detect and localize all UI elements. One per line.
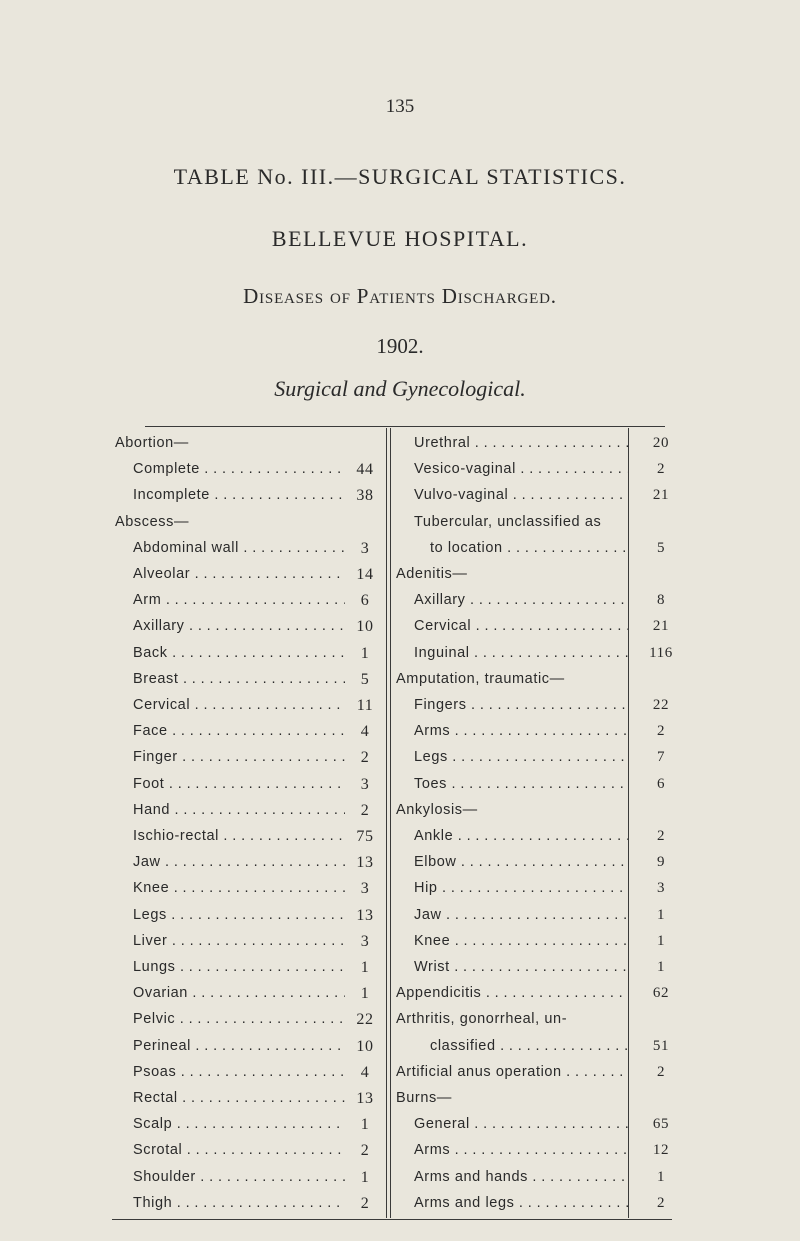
row-value: 13 [356,854,374,872]
row-label: Complete . . . [115,461,345,477]
row-label: Breast . . . [115,671,345,687]
row-value: 116 [649,644,673,661]
row-label: Inguinal . . . [396,645,628,661]
row-value: 2 [360,801,370,819]
table-row [0,1090,800,1112]
table-row [0,540,800,562]
row-value: 12 [652,1142,670,1159]
row-label: General . . . [396,1116,628,1132]
row-value: 38 [356,487,374,505]
row-label: Rectal . . . [115,1090,345,1106]
row-label: Abdominal wall . . . [115,540,345,556]
table-row [0,749,800,771]
row-label: Fingers . . . [396,697,628,713]
row-value: 2 [656,723,666,740]
row-label: Lungs . . . [115,959,345,975]
row-label: Abortion— [115,435,189,451]
top-rule [145,426,665,427]
row-value: 1 [360,985,370,1003]
row-value: 5 [360,670,370,688]
row-label: Thigh . . . [115,1195,345,1211]
row-label: Elbow . . . [396,854,628,870]
row-label: Pelvic . . . [115,1011,345,1027]
table-row [0,907,800,929]
table-row [0,1169,800,1191]
row-value: 2 [656,828,666,844]
row-label: Jaw . . . [396,907,628,923]
table-row [0,1195,800,1217]
row-value: 3 [656,880,666,897]
table-row [0,802,800,824]
row-label: Appendicitis . . . [396,985,628,1001]
row-value: 6 [360,592,370,610]
table-title: TABLE No. III.—SURGICAL STATISTICS. [173,164,627,189]
row-label: Arms and hands . . . [396,1169,628,1185]
table-row [0,880,800,902]
row-label: Knee . . . [396,933,628,949]
row-value: 65 [652,1116,670,1133]
table-row [0,854,800,876]
table-row [0,697,800,719]
row-value: 1 [656,932,666,949]
row-label: to location . . . [396,540,628,556]
row-label: Arms . . . [396,723,628,739]
table-row [0,435,800,457]
row-value: 44 [356,461,374,479]
row-label: Psoas . . . [115,1064,345,1080]
row-value: 51 [652,1037,670,1054]
row-value: 2 [360,1142,370,1160]
row-label: Toes . . . [396,776,628,792]
row-label: Arm . . . [115,592,345,608]
table-row [0,959,800,981]
row-label: Amputation, traumatic— [396,670,565,687]
table-row [0,1142,800,1164]
table-row [0,618,800,640]
row-label: Perineal . . . [115,1038,345,1054]
row-value: 7 [656,749,666,766]
row-value: 3 [360,880,370,898]
row-value: 3 [360,775,370,793]
row-label: Scalp . . . [115,1116,345,1132]
table-row [0,645,800,667]
table-row [0,566,800,588]
row-label: Artificial anus operation . . . [396,1064,628,1080]
row-label: Arthritis, gonorrheal, un- [396,1011,568,1028]
row-value: 6 [656,775,666,792]
row-value: 3 [360,932,370,950]
row-label: Arms and legs . . . [396,1195,628,1211]
table-year: 1902. [376,334,424,358]
row-label: Ankylosis— [396,801,478,818]
row-value: 1 [360,644,370,662]
row-value: 13 [356,906,374,924]
row-label: Tubercular, unclassified as [414,513,602,530]
row-label: Finger . . . [115,749,345,765]
row-label: Ovarian . . . [115,985,345,1001]
row-label: Face . . . [115,723,345,739]
row-label: Shoulder . . . [115,1169,345,1185]
table-subtitle: Diseases of Patients Discharged. [243,284,557,308]
row-value: 21 [652,487,670,504]
row-label: Liver . . . [115,933,345,949]
row-value: 8 [656,592,666,609]
row-label: Vesico-vaginal . . . [396,461,628,477]
row-label: Back . . . [115,645,345,661]
row-label: Burns— [396,1090,452,1106]
row-label: Ankle . . . [396,828,628,844]
row-value: 14 [356,566,374,583]
row-label: Incomplete . . . [115,487,345,503]
table-row [0,592,800,614]
row-label: Hand . . . [115,802,345,818]
row-value: 1 [360,1168,370,1186]
table-row [0,1064,800,1086]
row-label: classified . . . [396,1038,628,1054]
row-value: 10 [356,1037,374,1055]
row-label: Legs . . . [396,749,628,765]
row-value: 2 [656,1063,666,1080]
row-value: 2 [656,461,666,478]
table-row [0,461,800,483]
row-label: Cervical . . . [115,697,345,713]
row-value: 4 [360,723,370,741]
row-value: 11 [356,697,374,714]
row-value: 3 [360,539,370,557]
table-row [0,1116,800,1138]
table-row [0,487,800,509]
row-value: 1 [656,1168,666,1185]
row-value: 1 [360,959,370,976]
row-label: Ischio-rectal . . . [115,828,345,844]
row-label: Alveolar . . . [115,566,345,582]
table-row [0,985,800,1007]
table-row [0,723,800,745]
row-value: 22 [356,1011,374,1029]
row-label: Abscess— [115,513,190,530]
row-value: 62 [652,985,670,1002]
row-label: Legs . . . [115,907,345,923]
row-label: Axillary . . . [115,618,345,634]
row-value: 1 [656,906,666,923]
table-row [0,933,800,955]
row-value: 1 [656,959,666,975]
table-row [0,671,800,693]
row-label: Vulvo-vaginal . . . [396,487,628,503]
row-value: 21 [652,618,670,635]
bottom-rule [112,1219,672,1220]
row-value: 4 [360,1063,370,1081]
row-value: 13 [356,1090,374,1107]
row-label: Adenitis— [396,566,468,582]
section-heading: Surgical and Gynecological. [274,376,526,401]
table-row [0,776,800,798]
row-label: Hip . . . [396,880,628,896]
row-value: 5 [656,539,666,556]
row-label: Knee . . . [115,880,345,896]
row-value: 1 [360,1116,370,1134]
row-value: 75 [356,828,374,845]
page-number: 135 [385,96,415,117]
row-value: 2 [360,1194,370,1212]
row-label: Arms . . . [396,1142,628,1158]
table-row [0,514,800,536]
row-label: Jaw . . . [115,854,345,870]
row-label: Cervical . . . [396,618,628,634]
row-value: 10 [356,618,374,636]
row-label: Wrist . . . [396,959,628,975]
row-value: 9 [656,854,666,871]
row-value: 2 [656,1194,666,1211]
row-value: 22 [652,697,670,713]
table-row [0,1038,800,1060]
table-row [0,1011,800,1033]
table-row [0,828,800,850]
row-value: 2 [360,749,370,767]
row-label: Foot . . . [115,776,345,792]
row-value: 20 [652,435,670,451]
hospital-name: BELLEVUE HOSPITAL. [271,226,529,251]
row-label: Axillary . . . [396,592,628,608]
row-label: Urethral . . . [396,435,628,451]
row-label: Scrotal . . . [115,1142,345,1158]
